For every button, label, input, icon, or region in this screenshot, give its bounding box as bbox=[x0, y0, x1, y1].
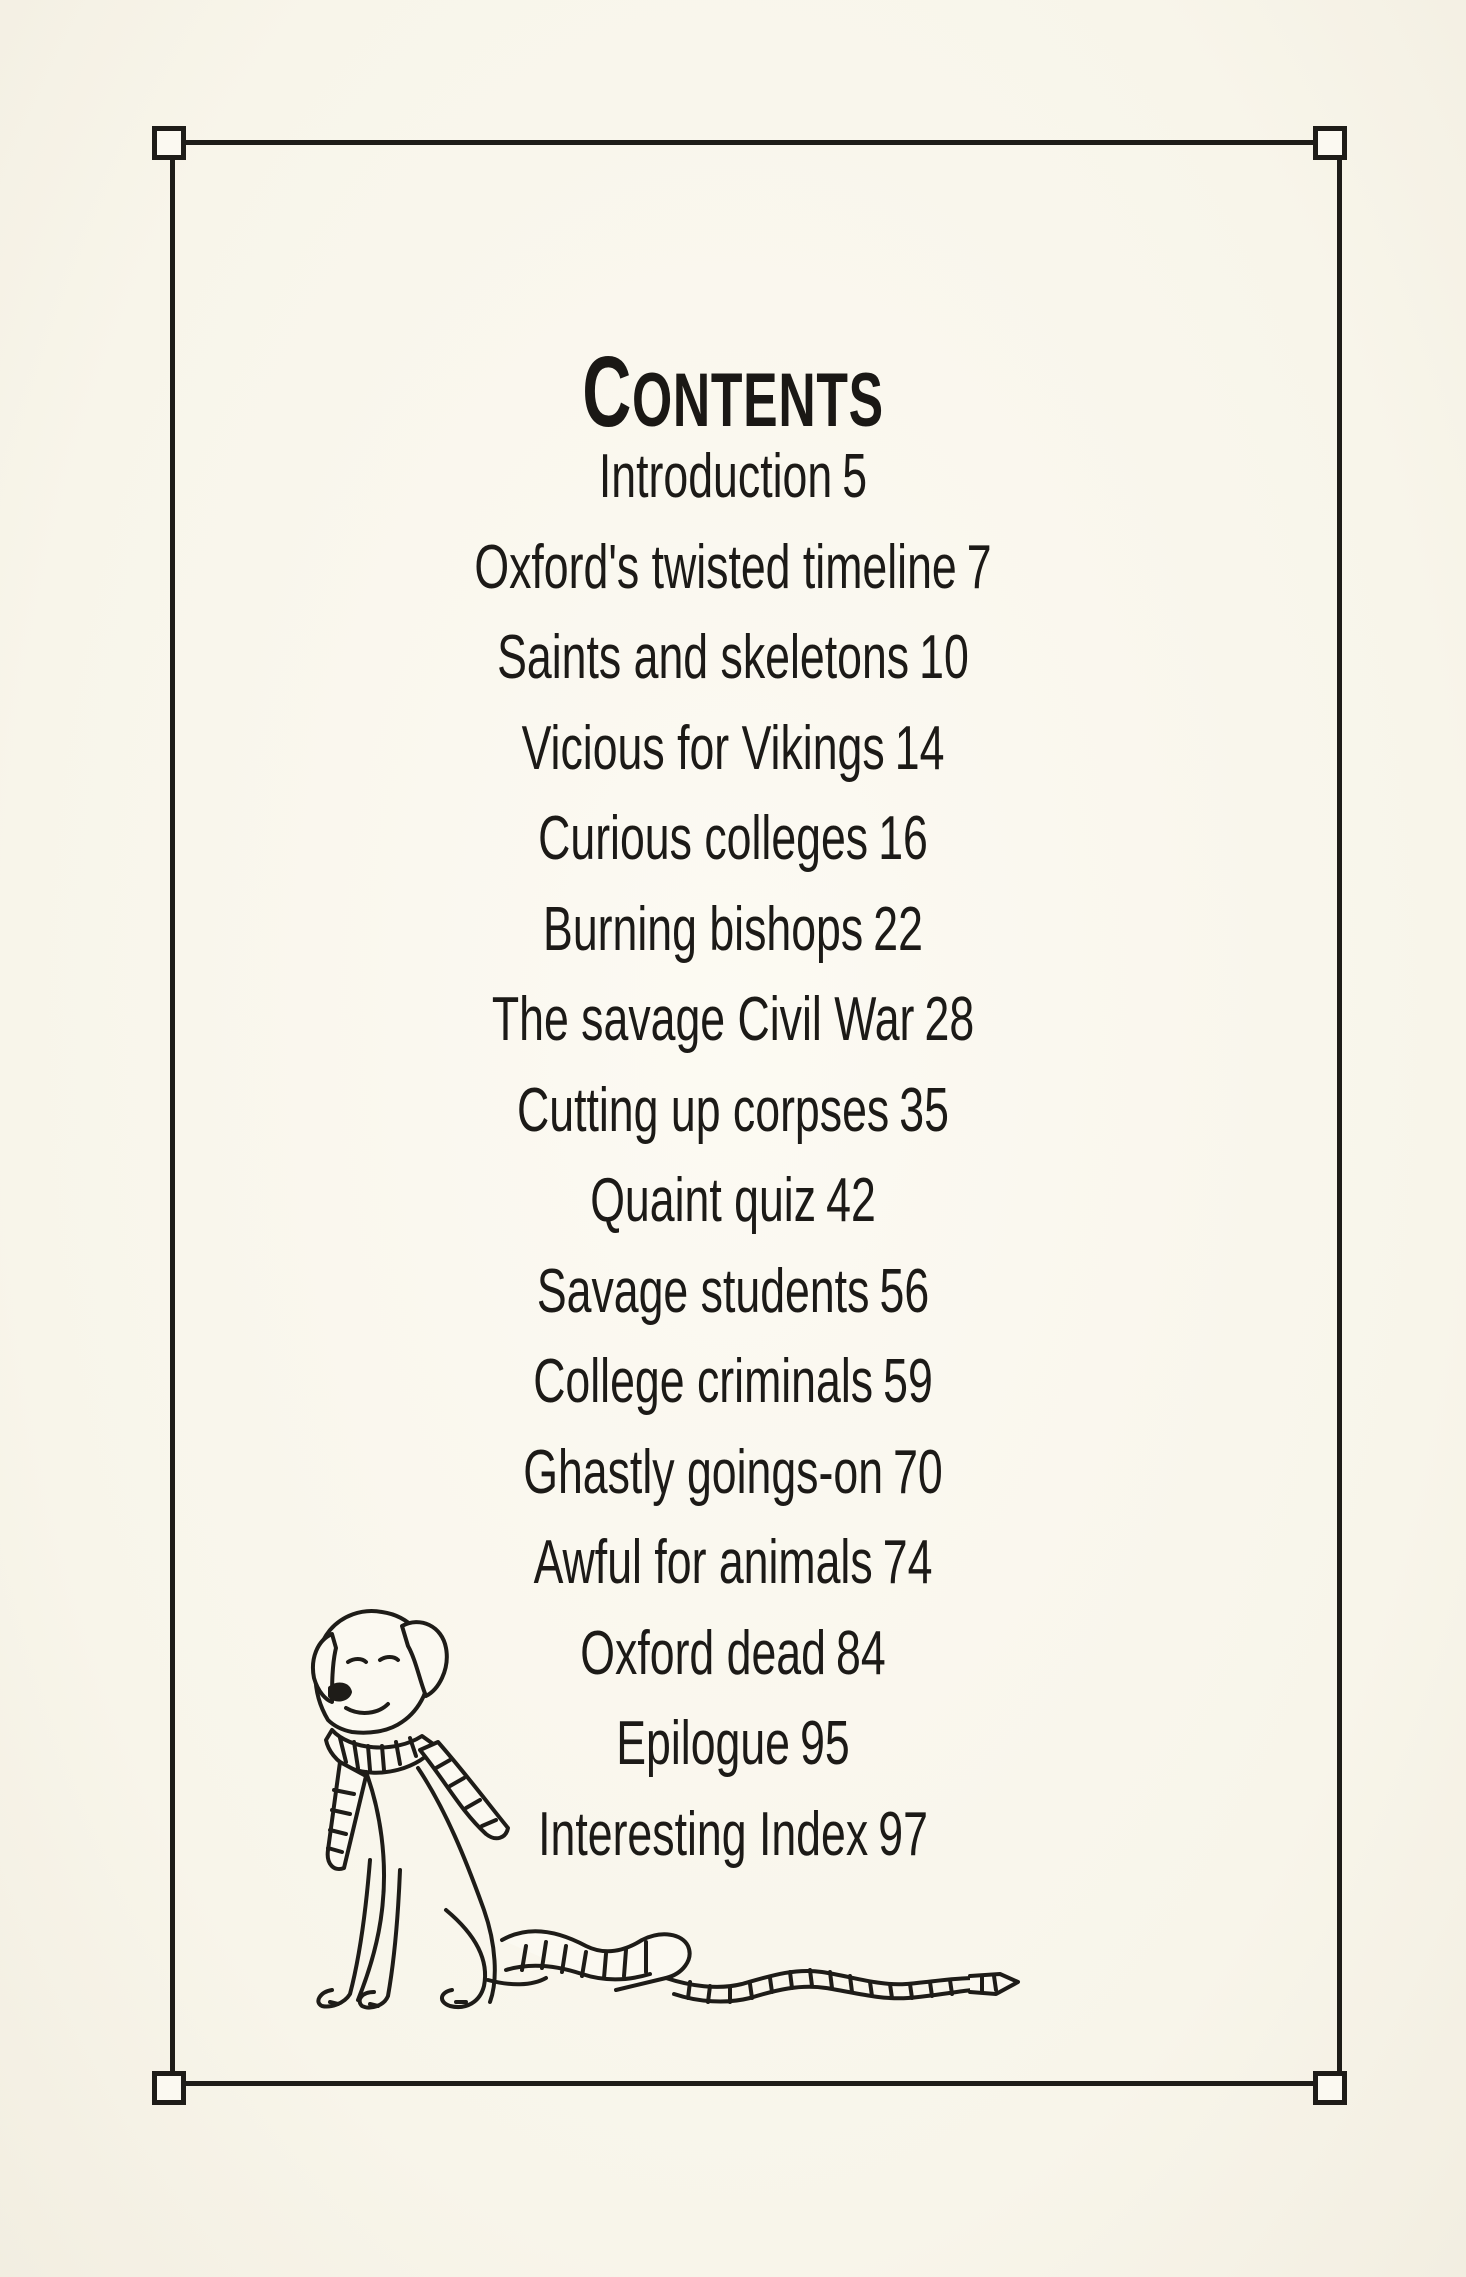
toc-entry-page: 16 bbox=[878, 804, 928, 873]
toc-entry-title: Saints and skeletons bbox=[497, 623, 910, 692]
toc-entry[interactable] bbox=[205, 523, 1261, 614]
toc-entry-page: 56 bbox=[879, 1256, 930, 1326]
frame-corner-bottom-left bbox=[152, 2071, 186, 2105]
dog-with-scarf-icon bbox=[270, 1390, 1080, 2050]
toc-entry[interactable] bbox=[205, 432, 1261, 523]
toc-entry-title: Quaint quiz bbox=[590, 1166, 817, 1235]
toc-entry-page: 5 bbox=[842, 442, 868, 511]
toc-entry-title: Interesting Index bbox=[538, 1799, 869, 1869]
contents-title-rest: ONTENTS bbox=[632, 358, 884, 443]
toc-entry[interactable] bbox=[205, 975, 1261, 1066]
toc-entry-title: Oxford's twisted timeline bbox=[474, 532, 957, 602]
toc-entry-title: College criminals bbox=[533, 1347, 874, 1416]
toc-entry-page: 28 bbox=[924, 985, 975, 1054]
toc-entry-title: Epilogue bbox=[616, 1709, 791, 1778]
toc-entry-page: 7 bbox=[966, 532, 992, 602]
toc-entry-page: 22 bbox=[873, 894, 923, 964]
toc-entry-page: 14 bbox=[894, 713, 945, 783]
contents-title-initial: C bbox=[582, 336, 633, 448]
toc-entry-page: 35 bbox=[899, 1075, 949, 1145]
toc-entry-title: Ghastly goings-on bbox=[523, 1437, 884, 1507]
toc-entry-title: Oxford dead bbox=[580, 1618, 826, 1688]
toc-entry-title: Savage students bbox=[536, 1256, 870, 1326]
toc-entry-title: Vicious for Vikings bbox=[521, 713, 885, 783]
toc-entry[interactable] bbox=[205, 1247, 1261, 1338]
toc-entry[interactable] bbox=[205, 794, 1261, 885]
frame-corner-bottom-right bbox=[1313, 2071, 1347, 2105]
toc-entry-page: 59 bbox=[883, 1347, 933, 1416]
toc-entry[interactable] bbox=[205, 613, 1261, 704]
toc-entry-title: Awful for animals bbox=[533, 1528, 873, 1597]
toc-entry-page: 42 bbox=[826, 1166, 876, 1235]
toc-entry-title: Curious colleges bbox=[538, 804, 869, 873]
toc-entry-page: 84 bbox=[836, 1618, 886, 1688]
toc-entry-page: 95 bbox=[800, 1709, 850, 1778]
toc-entry[interactable] bbox=[205, 704, 1261, 795]
toc-entry-title: Introduction bbox=[598, 442, 833, 511]
toc-entry-page: 97 bbox=[878, 1799, 928, 1869]
toc-entry[interactable] bbox=[205, 1066, 1261, 1157]
toc-entry-page: 10 bbox=[919, 623, 969, 692]
toc-entry-page: 70 bbox=[893, 1437, 943, 1507]
toc-entry[interactable] bbox=[205, 1156, 1261, 1247]
toc-entry-title: The savage Civil War bbox=[491, 985, 915, 1054]
toc-entry-title: Burning bishops bbox=[543, 894, 864, 964]
frame-corner-top-left bbox=[152, 126, 186, 160]
toc-entry[interactable] bbox=[205, 885, 1261, 976]
frame-corner-top-right bbox=[1313, 126, 1347, 160]
toc-entry-title: Cutting up corpses bbox=[517, 1075, 890, 1145]
toc-entry-page: 74 bbox=[882, 1528, 933, 1597]
